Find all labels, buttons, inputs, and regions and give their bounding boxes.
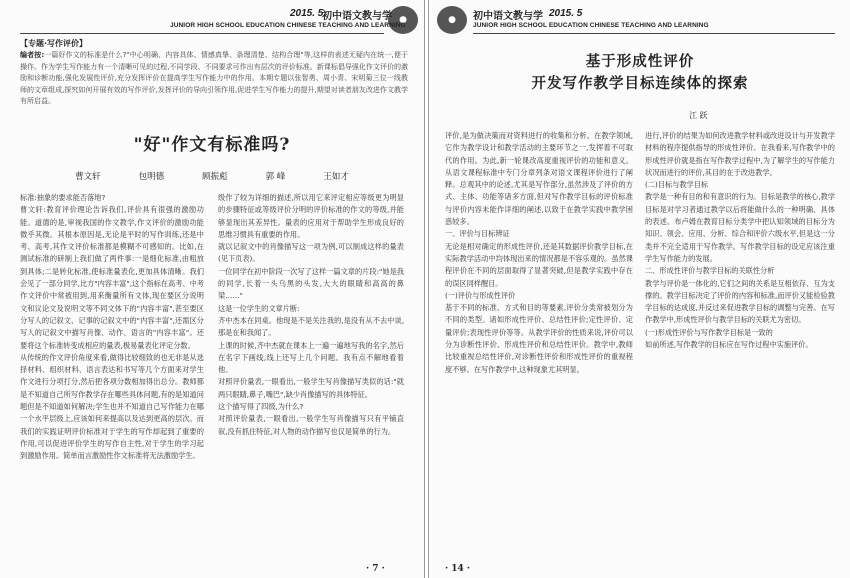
- author-name: 王如才: [323, 172, 349, 182]
- article-title-line-1: 基于形成性评价: [585, 53, 695, 70]
- left-header-journal-english: JUNIOR HIGH SCHOOL EDUCATION CHINESE TEACHING AND LEARNING: [170, 22, 406, 29]
- editor-note: [20, 50, 408, 108]
- left-header-rule: [20, 33, 384, 34]
- left-column-1: 标准:抽象的要求能否落地? 曹文轩:教育评价理论告诉我们,评价具有很强的激励功能。道德的是,审视我国的作文教学,作文评价的激励功能微乎其微。其根本原因是,无论是平时的写作训练,还是中考、高考,其作文评价标准都是模糊不可感知的。比如,在测试标准的研制上我们做了两件事:一是细化标准,由粗放到具体;二是转化标准,使标准量表化,更加具体清晰。我们会见了一部分同学,比方"内容丰富",这个指标在高考、中考作文评价中常被用到,用来衡量所有文体,现在要区分说明文和议论文及说明文等不同文体下的"内容丰富",甚至要区分写人的记叙文、记事的记叙文中的"内容丰富",还需区分写人的记叙文中描写肖像、动作、语言的"内容丰富"。还要将这个标准转变成相应的量表,极易量表化评定分数。 从传统的作文评价角度来看,做得比较细致的也无非是从选择材料、组织材料、语言表达和书写等几个方面来对学生作文进行分项打分,然后把各项分数相加得出总分。教师都是不知道自己所写作教学存在哪些具体问题,有的是知道问题但是不知道如何解决;学生也并不知道自己写作能力在哪一个水平层级上,应该如何来提高以及达到更高的层次。而我们的实践证明评价标准对于学生的写作却起到了重要的作用,可以促进评价学生的写作自主性,对于学生的学习起到激励作用。简单而言激励性作文标准将无法激励学生。: [20, 193, 204, 461]
- journal-logo-icon: ●: [437, 6, 467, 34]
- right-page-number: · 14 ·: [445, 564, 471, 574]
- article-title-line-2: 开发写作教学目标连续体的探索: [531, 75, 749, 92]
- right-header-issue: 2015. 5: [549, 8, 583, 19]
- section-tag: 【专题·写作评价】: [20, 39, 88, 48]
- left-header-issue: 2015. 5: [290, 8, 324, 19]
- left-header-journal-title: 初中语文教与学: [322, 11, 392, 22]
- right-header-rule: [473, 33, 835, 34]
- right-column-1: 评价,是为做决策而对资料进行的收集和分析。在教学领域,它作为教学设计和教学活动的主要环节之一,发挥着不可取代的作用。为此,新一轮课改高度重视评价的功能和意义。从语文课程标准中专门分章列条对语文课程评价进行了阐释。总观其中的论述,尤其是写作部分,虽然涉及了评价的方式、主体、功能等诸多方面,但对写作教学目标的评价标准与评价内容未能作详细的阐述,以致于在教学实践中教学困惑较多。 一、评价与目标辨证 无论是相对确定的形成性评价,还是其数据评价教学目标,在实际教学活动中均体现出来的情况都是不容乐观的。虽然课程评价在不同的层面取得了显著突破,但是教学实践中存在的误区同样醒目。 (一)评价与形成性评价 基于不同的标准、方式和目的等要素,评价分类常被划分为不同的类型。诸如形成性评价、总结性评价;定性评价、定量评价;表现性评价等等。从教学评价的性质来说,评价可以分为诊断性评价、形成性评价和总结性评价。教学中,教师比较重视总结性评价,对诊断性评价和形成性评价的重视程度不够。在写作教学中,这种现象尤其明显。: [445, 131, 633, 374]
- editor-note-label: 编者按:: [20, 51, 45, 59]
- left-page-number: · 7 ·: [366, 564, 385, 574]
- author-name: 曹文轩: [75, 172, 101, 182]
- right-header-journal-english: JUNIOR HIGH SCHOOL EDUCATION CHINESE TEACHING AND LEARNING: [473, 22, 709, 29]
- article-author: 江 跃: [689, 111, 708, 120]
- right-header: [429, 6, 850, 36]
- author-name: 包明德: [138, 172, 165, 182]
- author-name: 顾振彪: [202, 172, 228, 182]
- author-name: 郭 峰: [265, 172, 286, 182]
- left-column-2: 级作了较为详细的描述,所以用它来评定相应等级更为明显的步骤特征或等级评价分明的评价标准的作文的等级,并能够显现出其差异性。量表的应用对于帮助学生形成良好的思维习惯具有重要的作用。 就以记叙文中的肖像描写这一项为例,可以制成这样的量表(见下页表)。 一位同学在初中阶段一次写了这样一篇文章的片段:"她是我的同学,长着一头乌黑的头发,大大的眼睛和高高的鼻梁……" 这是一位学生的文章片断: 齐中杰本在同桌。他现是不是关注我的,是没有从不去中谈,那是在和我闻了。 上课的时候,齐中杰就在课本上一遍一遍地写我的名字,然后在名字下画线,线上还写上几个问题。我有点不解地看着他。 对照评价量表,一眼看出,一般学生写肖像描写类似的话:"就两只眼睛,鼻子,嘴巴",缺少肖像描写的具体特征。 这个描写得了四级,为什么? 对照评价量表,一眼看出,一般学生写肖像描写只有平铺直叙,没有抓住特征,对人物的动作描写也仅是简单的行为。: [218, 193, 404, 436]
- journal-logo-icon: ●: [388, 6, 418, 34]
- right-page: [428, 0, 850, 578]
- right-column-2: 进行,评价的结果为如何改进教学材料或改进设计与开发教学材料的程序提供指导的形成性评价。在我看来,写作教学中的形成性评价就是指在写作教学过程中,为了解学生的写作能力状况而进行的评价,其目的在于改进教学。 (二)目标与教学目标 教学是一种有目的和有意识的行为。目标是教学的核心,教学目标是对学习者通过教学以后将能做什么的一种明确、具体的表述。布卢姆在教育目标分类学中把认知领域的目标分为知识、领会、应用、分析、综合和评价六级水平,但是这一分类并不完全适用于写作教学。写作教学目标的设定应该注重学生写作能力的发展。 二、形成性评价与教学目标的关联性分析 教学与评价是一体化的,它们之间的关系是互相依存、互为支撑的。教学目标决定了评价的内容和标准,而评价又能检验教学目标的达成度,并反过来促进教学目标的调整与完善。在写作教学中,形成性评价与教学目标的关联尤为密切。 (一)形成性评价与写作教学目标是一致的 如前所述,写作教学的目标应在写作过程中实施评价。: [645, 131, 835, 350]
- right-header-journal-title: 初中语文教与学: [473, 11, 543, 22]
- article-title: "好"作文有标准吗?: [133, 135, 291, 155]
- left-header: [0, 6, 424, 36]
- author-list: [0, 170, 424, 182]
- editor-note-text: 一篇好作文的标准是什么?"中心明确、内容具体、情感真挚、条理清楚、结构合理"等,这样的表述无疑内在统一,便于操作。作为学生写作能力有一个清晰可见的过程,不同学段、不同要求可作出有层次的评价标准。新课标倡导强化作文评价的激励和诊断功能,强化发展性评价,充分发挥评价在提高学生写作能力中的作用。本期专题以张智勇、周小青、宋明菊三位一线教师的文章组成,探究如何开展有效的写作评价,发挥评价的导向引领作用,促进学生写作能力的提升,期望对读者朋友改进作文教学有所启益。: [20, 51, 408, 106]
